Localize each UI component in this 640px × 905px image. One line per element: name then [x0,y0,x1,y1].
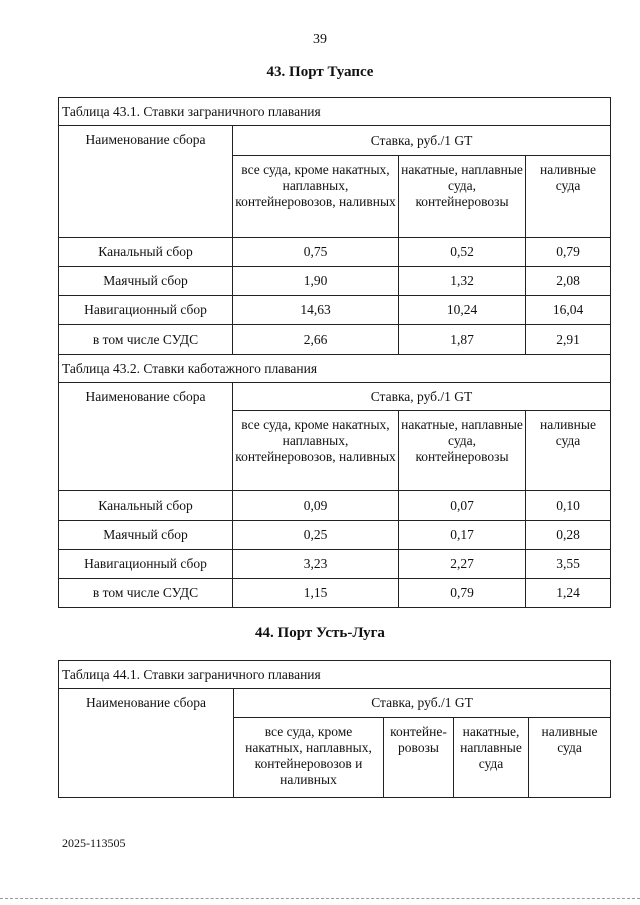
section-title-43: 43. Порт Туапсе [266,64,374,80]
document-number: 2025-113505 [62,836,126,850]
table-row [59,521,611,550]
column-header: накатные, наплавные суда [454,718,529,798]
table-row [59,267,611,296]
column-header: наливные суда [526,411,611,491]
column-header: наливные суда [526,156,611,238]
table-row [59,325,611,355]
rate-header: Ставка, руб./1 GT [233,126,611,156]
table-caption: Таблица 43.1. Ставки заграничного плавания [59,98,611,126]
cell: 0,07 [399,491,526,521]
cell: 2,91 [526,325,611,355]
cell: 2,27 [399,550,526,579]
cell: 14,63 [233,296,399,325]
fee-name: Навигационный сбор [59,296,233,325]
rate-header: Ставка, руб./1 GT [233,383,611,411]
table-row [59,491,611,521]
cell: 3,55 [526,550,611,579]
col-name-header: Наименование сбора [59,689,234,798]
cell: 0,25 [233,521,399,550]
fee-name: Маячный сбор [59,521,233,550]
cell: 1,90 [233,267,399,296]
column-header: накатные, наплавные суда, контейнеровозы [399,156,526,238]
cell: 0,75 [233,238,399,267]
table-43-2 [58,354,611,608]
cell: 3,23 [233,550,399,579]
fee-name: в том числе СУДС [59,579,233,608]
col-name-header: Наименование сбора [59,126,233,238]
fee-name: Маячный сбор [59,267,233,296]
page-number: 39 [313,32,327,47]
fee-name: Канальный сбор [59,238,233,267]
table-43-1 [58,97,611,355]
cell: 1,32 [399,267,526,296]
col-name-header: Наименование сбора [59,383,233,491]
fee-name: Навигационный сбор [59,550,233,579]
table-caption: Таблица 43.2. Ставки каботажного плавания [59,355,611,383]
cell: 0,79 [399,579,526,608]
fee-name: Канальный сбор [59,491,233,521]
cell: 16,04 [526,296,611,325]
table-row [59,296,611,325]
cell: 2,08 [526,267,611,296]
cell: 0,09 [233,491,399,521]
cell: 1,24 [526,579,611,608]
table-caption: Таблица 44.1. Ставки заграничного плавания [59,661,611,689]
cell: 0,10 [526,491,611,521]
column-header: все суда, кроме накатных, наплавных, контейнеровозов и наливных [234,718,384,798]
table-44-1 [58,660,611,798]
table-row [59,550,611,579]
cell: 2,66 [233,325,399,355]
cell: 0,52 [399,238,526,267]
fee-name: в том числе СУДС [59,325,233,355]
section-title-44: 44. Порт Усть-Луга [255,625,385,641]
cell: 0,79 [526,238,611,267]
cell: 1,15 [233,579,399,608]
column-header: все суда, кроме накатных, наплавных, контейнеровозов, наливных [233,411,399,491]
column-header: контейне-ровозы [384,718,454,798]
scan-edge-divider [0,898,640,899]
column-header: наливные суда [529,718,611,798]
cell: 0,17 [399,521,526,550]
table-row [59,579,611,608]
cell: 10,24 [399,296,526,325]
column-header: накатные, наплавные суда, контейнеровозы [399,411,526,491]
cell: 1,87 [399,325,526,355]
table-row [59,238,611,267]
column-header: все суда, кроме накатных, наплавных, контейнеровозов, наливных [233,156,399,238]
rate-header: Ставка, руб./1 GT [234,689,611,718]
cell: 0,28 [526,521,611,550]
